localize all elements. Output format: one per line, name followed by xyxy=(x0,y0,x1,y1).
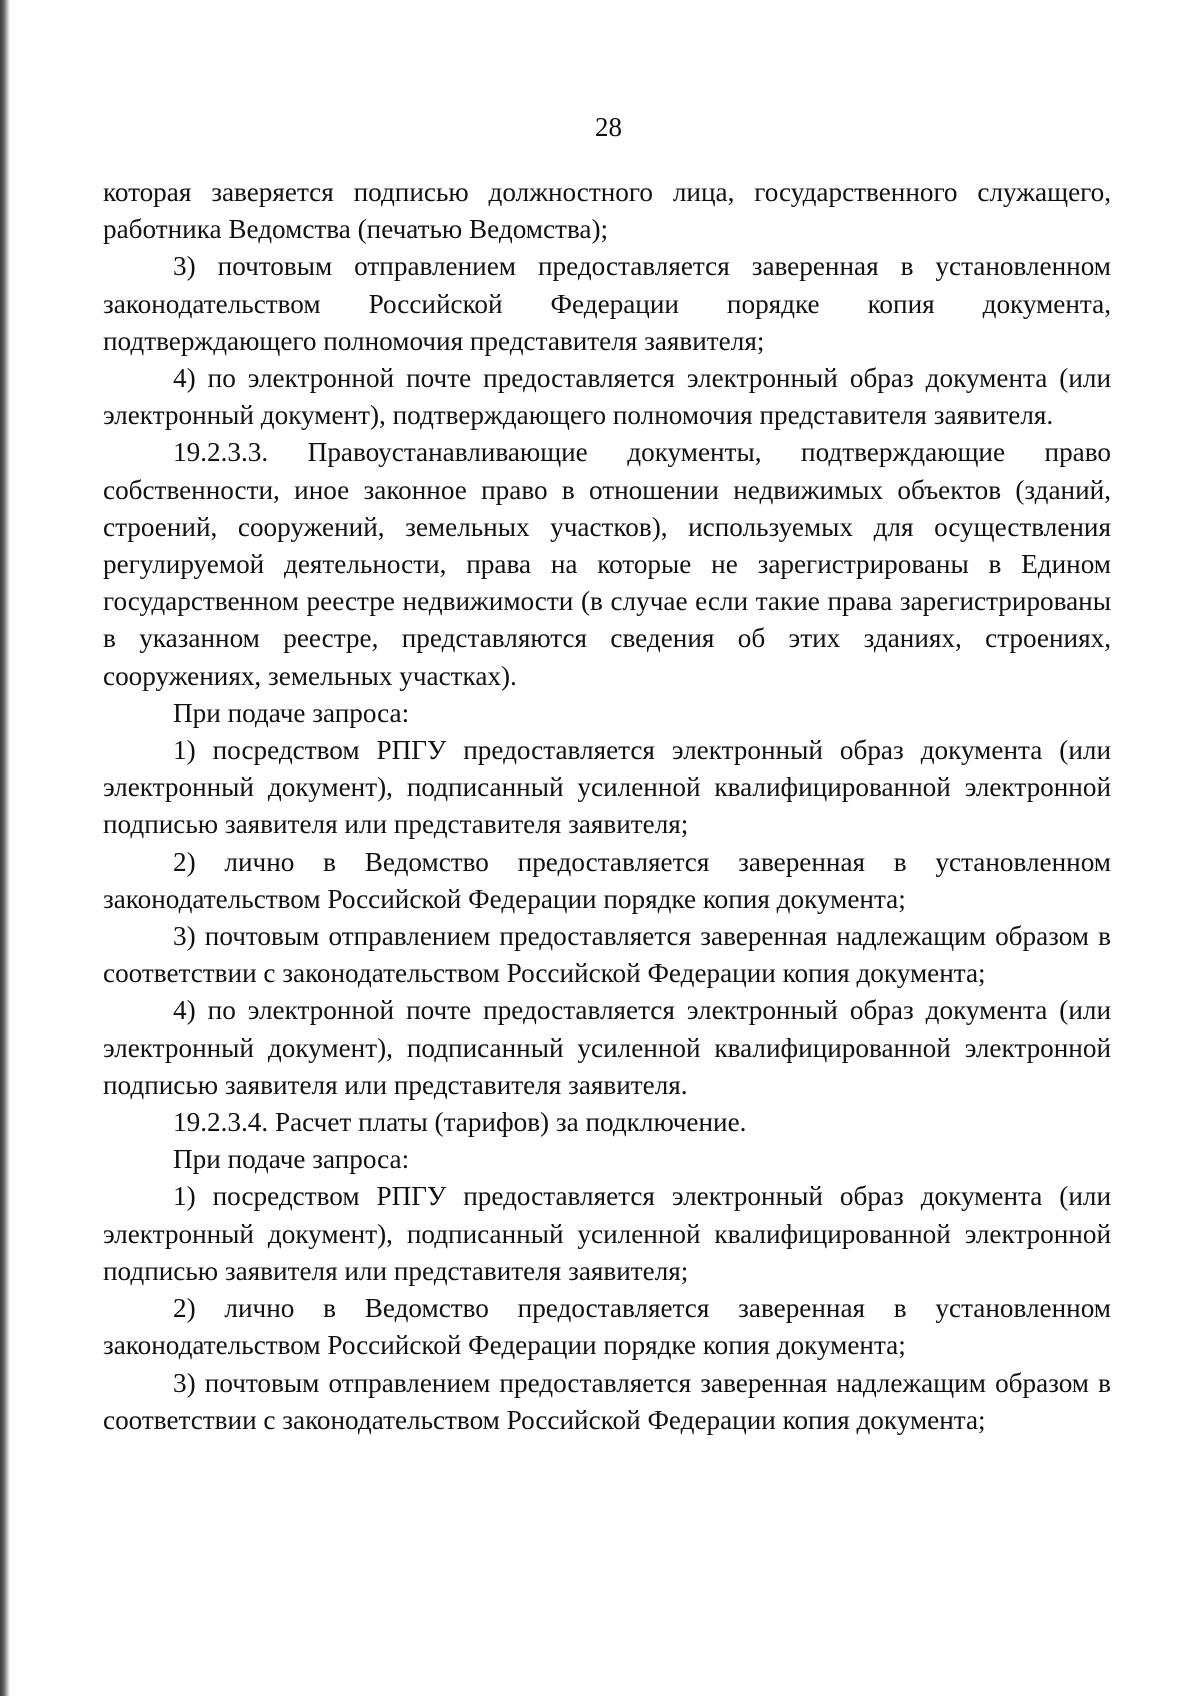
scan-edge-shadow xyxy=(0,0,10,1696)
paragraph-request-heading: При подаче запроса: xyxy=(173,697,410,728)
paragraph-item-1-rpgu: 1) посредством РПГУ предоставляется электронный образ документа (или электронный документ), подписанный усиленной квалифицированной электронной подписью заявителя или представителя заявителя; xyxy=(103,1181,1111,1286)
paragraph-section-19-2-3-3: 19.2.3.3. Правоустанавливающие документы, подтверждающие право собственности, иное законное право в отношении недвижимых объектов (зданий, строений, сооружений, земельных участков), используемых для осуществления регулируемой деятельности, права на которые не зарегистрированы в Едином государственном реестре недвижимости (в случае если такие права зарегистрированы в указанном реестре, представляются сведения об этих зданиях, строениях, сооружениях, земельных участках). xyxy=(103,437,1111,691)
paragraph-section-19-2-3-4: 19.2.3.4. Расчет платы (тарифов) за подключение. xyxy=(173,1107,747,1138)
paragraph-item-3-post: 3) почтовым отправлением предоставляется заверенная надлежащим образом в соответствии с законодательством Российской Федерации копия документа; xyxy=(103,1367,1111,1435)
paragraph-item-4-email: 4) по электронной почте предоставляется электронный образ документа (или электронный документ), подтверждающего полномочия представителя заявителя. xyxy=(103,363,1111,431)
paragraph-item-2-in-person: 2) лично в Ведомство предоставляется заверенная в установленном законодательством Российской Федерации порядке копия документа; xyxy=(103,846,1111,914)
paragraph-item-3-post: 3) почтовым отправлением предоставляется заверенная надлежащим образом в соответствии с законодательством Российской Федерации копия документа; xyxy=(103,921,1111,989)
paragraph-item-1-rpgu: 1) посредством РПГУ предоставляется электронный образ документа (или электронный документ), подписанный усиленной квалифицированной электронной подписью заявителя или представителя заявителя; xyxy=(103,735,1111,840)
paragraph-item-2-in-person: 2) лично в Ведомство предоставляется заверенная в установленном законодательством Российской Федерации порядке копия документа; xyxy=(103,1293,1111,1361)
paragraph-item-4-email: 4) по электронной почте предоставляется электронный образ документа (или электронный документ), подписанный усиленной квалифицированной электронной подписью заявителя или представителя заявителя. xyxy=(103,995,1111,1100)
document-body xyxy=(103,174,1111,1439)
paragraph-item-3-post: 3) почтовым отправлением предоставляется заверенная в установленном законодательством Российской Федерации порядке копия документа, подтверждающего полномочия представителя заявителя; xyxy=(103,251,1111,356)
page-number: 28 xyxy=(595,112,622,142)
paragraph-continuation: которая заверяется подписью должностного лица, государственного служащего, работника Ведомства (печатью Ведомства); xyxy=(103,177,1111,245)
paragraph-request-heading: При подаче запроса: xyxy=(173,1144,410,1175)
